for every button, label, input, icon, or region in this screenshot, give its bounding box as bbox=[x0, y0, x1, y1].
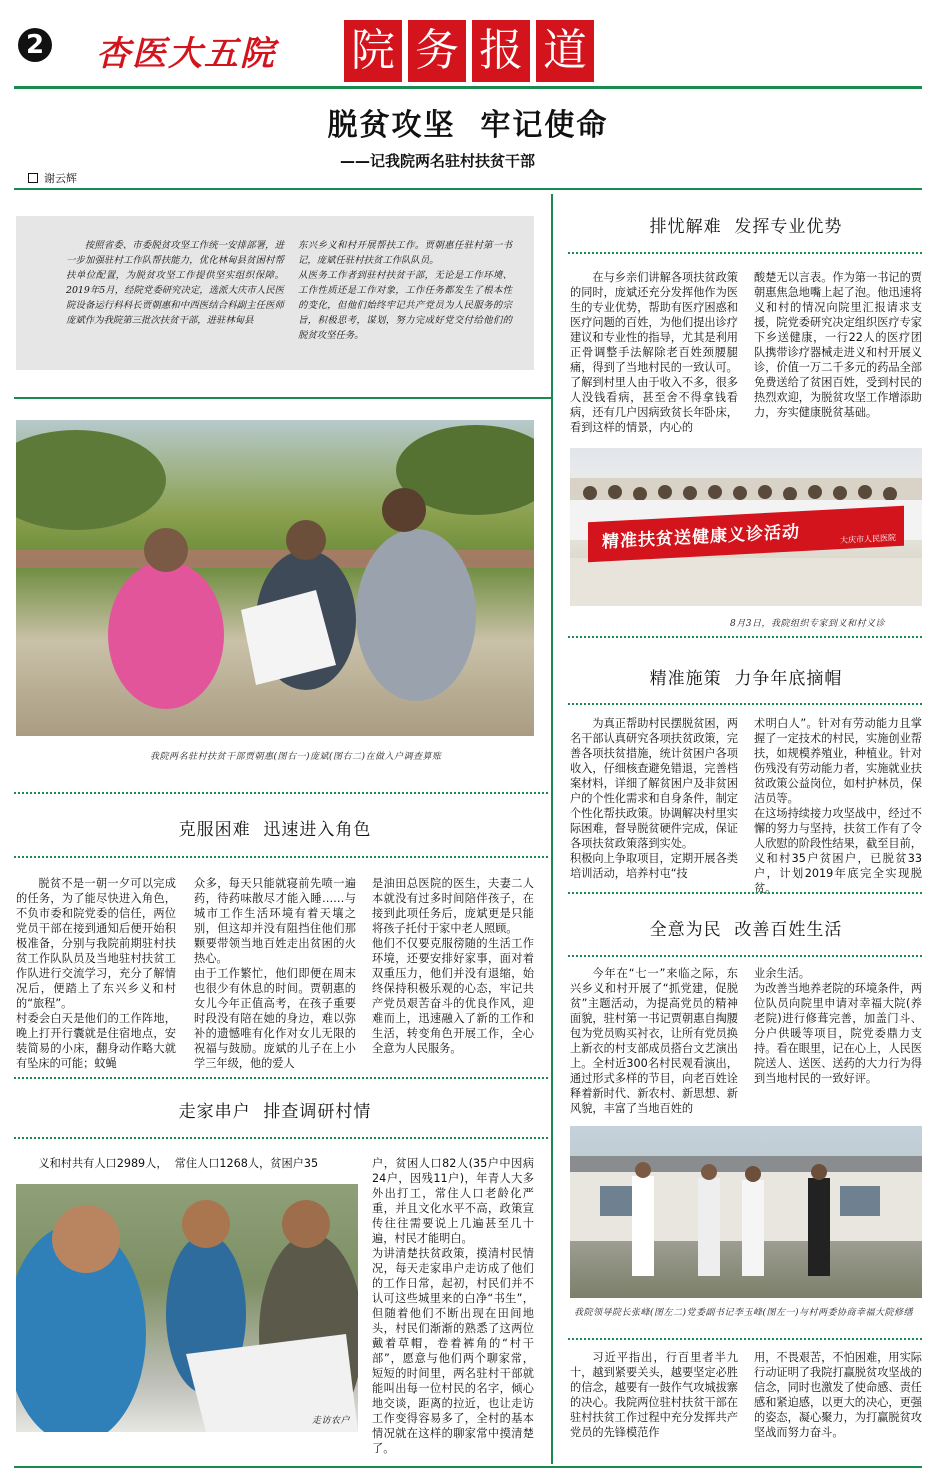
section1-title: 克服困难 迅速进入角色 bbox=[178, 820, 372, 840]
author-name: 谢云辉 bbox=[44, 172, 77, 185]
section4-col2: 术明白人”。针对有劳动能力且掌握了一定技术的村民，实施创业帮扶，如规模养殖业，种植业。针对伤残没有劳动能力者，实施就业扶贫政策公益岗位，如村护林员，保洁员等。 在这场持续接力攻坚战中，经过不懈的努力与坚持，扶贫工作有了令人欣慰的阶段性结果，截至目前，义和村35户贫困户，已脱贫33户，计划2019年底完全实现脱贫。 bbox=[754, 717, 922, 895]
intro-box bbox=[16, 216, 534, 370]
photo-household-survey bbox=[16, 420, 534, 736]
byline-rule bbox=[14, 188, 922, 190]
closing-col1: 习近平指出，行百里者半九十，越到紧要关头，越要坚定必胜的信念，越要有一鼓作气攻城拔寨的决心。我院两位驻村扶贫干部在驻村扶贫工作过程中充分发挥共产党员的先锋模范作 bbox=[570, 1351, 738, 1439]
page-number: 2 bbox=[25, 30, 45, 60]
photo-free-clinic bbox=[570, 448, 922, 606]
section1-col1: 脱贫不是一朝一夕可以完成的任务，为了能尽快进入角色，不负市委和院党委的信任，两位党员干部在接到通知后便开始积极准备，分别与我院前期驻村扶贫工作队队员及当地驻村扶贫工作队进行交流学习，充分了解情况后，便踏上了东兴乡义和村的“旅程”。 村委会白天是他们的工作阵地，晚上打开行囊就是住宿地点，安装简易的小床，翻身动作略大就有坠床的可能；蚊蝇 bbox=[16, 877, 176, 1070]
section5-title: 全意为民 改善百姓生活 bbox=[649, 920, 843, 940]
photo-illustration bbox=[16, 1184, 358, 1432]
section3-title: 排忧解难 发挥专业优势 bbox=[649, 217, 843, 237]
dotted-rule-4 bbox=[14, 1137, 548, 1139]
section-banner bbox=[344, 20, 594, 82]
left-rule-1 bbox=[14, 397, 551, 399]
dotted-rule-7 bbox=[568, 703, 922, 705]
photo1-caption: 我院两名驻村扶贫干部贾朝惠(图右一)庞斌(图右二)在做入户调查算账 bbox=[150, 752, 442, 762]
dotted-rule-5 bbox=[568, 252, 922, 254]
banner-text: 精准扶贫送健康义诊活动 bbox=[602, 522, 800, 553]
masthead-logo: 杏医大五院 bbox=[96, 34, 276, 74]
closing-col2: 用，不畏艰苦，不怕困难，用实际行动证明了我院打赢脱贫攻坚战的信念，同时也激发了使命感、责任感和紧迫感，以更大的决心，更强的姿态，凝心聚力，为打赢脱贫攻坚战而努力奋斗。 bbox=[754, 1351, 922, 1439]
byline bbox=[28, 170, 77, 186]
section4-title: 精准施策 力争年底摘帽 bbox=[649, 669, 843, 689]
section-char: 务 bbox=[408, 20, 466, 82]
section1-col3: 是油田总医院的医生，夫妻二人本就没有过多时间陪伴孩子，在接到此项任务后，庞斌更是只能将孩子托付于家中老人照顾。 他们不仅要克服徬随的生活工作环境，还要安排好家事，面对着双重压力，他们并没有退缩，始终保持积极乐观的心态，牢记共产党员艰苦奋斗的优良作风，迎难而上，迅速融入了新的工作和生活，转变角色开展工作，全心全意为人民服务。 bbox=[372, 877, 534, 1055]
section2-right-col: 户，贫困人口82人(35户中因病24户，因残11户)，年青人大多外出打工，常住人口老龄化严重，并且文化水平不高，政策宣传往往需要说上几遍甚至几十遍，村民才能明白。 为讲清楚扶贫政策，摸清村民情况，每天走家串户走访成了他们的工作日常，起初，村民们并不认可这些城里来的白净“书生”，但随着他们不断出现在田间地头，村民们渐渐的熟悉了这两位戴着草帽，卷着裤角的“村干部”，愿意与他们两个聊家常，短短的时间里，两名驻村干部就能叫出每一位村民的名字，倾心地交谈，距离的拉近，也让走访工作变得容易多了，全村的基本情况就在这样的聊家常中摸清楚了。 bbox=[372, 1157, 534, 1455]
page-number-badge bbox=[18, 28, 52, 62]
footer-rule bbox=[14, 1466, 922, 1468]
header-rule bbox=[14, 86, 922, 89]
photo3-caption: 8月3日，我院组织专家到义和村义诊 bbox=[730, 619, 885, 629]
intro-left: 按照省委、市委脱贫攻坚工作统一安排部署，进一步加强驻村工作队帮扶能力，优化林甸县贫困村帮扶单位配置，为脱贫攻坚工作提供坚实组织保障。2019年5月，经院党委研究决定，选派大庆市人民医院设备运行科科长贾朝惠和中西医结合科副主任医师庞斌作为我院第三批次扶贫干部，进驻林甸县 bbox=[66, 240, 284, 326]
section2-title: 走家串户 排查调研村情 bbox=[178, 1102, 372, 1122]
photo-nursing-home bbox=[570, 1126, 922, 1298]
photo4-caption: 我院领导院长张峰(图左二)党委副书记李玉峰(图左一)与村两委协商幸福大院修缮 bbox=[574, 1308, 914, 1318]
square-icon bbox=[28, 173, 38, 183]
section3-col1: 在与乡亲们讲解各项扶贫政策的同时，庞斌还充分发挥他作为医生的专业优势，帮助有医疗困惑和医疗问题的百姓，为他们提出诊疗建议和专业性的指导，尤其是利用正骨调整手法解除老百姓颈腰腿痛，得到了当地村民的一致认可。 了解到村里人由于收入不多，很多人没钱看病，甚至舍不得拿钱看病，还有几户因病致贫长年卧床，看到这样的情景，内心的 bbox=[570, 271, 738, 434]
section2-top-line: 义和村共有人口2989人， 常住人口1268人，贫困户35 bbox=[38, 1157, 319, 1170]
section4-col1: 为真正帮助村民摆脱贫困，两名干部认真研究各项扶贫政策，完善各项扶贫措施，统计贫困户各项收入，仔细核查避免错退，完善档案材料，详细了解贫困户及非贫困户的个性化需求和自身条件，制定个性化帮扶政策。协调解决村里实际困难，督导脱贫硬件完成，保证各项扶贫政策落到实处。 积极向上争取项目，定期开展各类培训活动，培养村屯“技 bbox=[570, 717, 738, 880]
section-char: 道 bbox=[536, 20, 594, 82]
banner-small-text: 大庆市人民医院 bbox=[840, 533, 896, 546]
section5-col1: 今年在“七一”来临之际，东兴乡义和村开展了“抓党建，促脱贫”主题活动，为提高党员的精神面貌，驻村第一书记贾朝惠自掏腰包为党员购买衬衣，让所有党员换上新衣的村支部成员搭台文艺演出上。全村近300名村民观看演出，通过形式多样的节目，向老百姓诠释着新时代、新农村、新思想、新风貌，丰富了当地百姓的 bbox=[570, 967, 738, 1115]
section3-col2: 酸楚无以言表。作为第一书记的贾朝惠焦急地嘴上起了泡。他迅速将义和村的情况向院里汇报请求支援，院党委研究决定组织医疗专家下乡送健康，一行22人的医疗团队携带诊疗器械走进义和村开展义诊，价值一万二千多元的药品全部免费送给了贫困百姓，受到村民的热烈欢迎，为脱贫攻坚工作增添助力，夯实健康脱贫基础。 bbox=[754, 271, 922, 419]
column-divider bbox=[551, 194, 553, 1464]
dotted-rule-8 bbox=[568, 892, 922, 894]
photo-illustration bbox=[16, 420, 534, 736]
dotted-rule-6 bbox=[568, 636, 922, 638]
section1-col2: 众多，每天只能就寝前先喷一遍药，待药味散尽才能入睡……与城市工作生活环境有着天壤之别，但这却并没有阻挡住他们那颗要带领当地百姓走出贫困的火热心。 由于工作繁忙，他们即便在周末也很少有休息的时间。贾朝惠的女儿今年正值高考，在孩子重要时段没有陪在她的身边，难以弥补的遗憾唯有化作对女儿无限的祝福与鼓励。庞斌的儿子在上小学三年级，他的爱人 bbox=[194, 877, 356, 1070]
photo-illustration bbox=[570, 1126, 922, 1298]
article-title: 脱贫攻坚 牢记使命 bbox=[327, 108, 609, 143]
dotted-rule-10 bbox=[568, 1338, 922, 1340]
dotted-rule-3 bbox=[14, 1077, 548, 1079]
dotted-rule-1 bbox=[14, 792, 548, 794]
photo2-caption: 走访农户 bbox=[311, 1416, 350, 1426]
dotted-rule-9 bbox=[568, 955, 922, 957]
dotted-rule-2 bbox=[14, 856, 548, 858]
section5-col2: 业余生活。 为改善当地养老院的环境条件，两位队员向院里申请对幸福大院(养老院)进行修葺完善，加盖门斗、分户供暖等项目，院党委鼎力支持。看在眼里，记在心上，人民医院送人、送医、送药的大力行为得到当地村民的一致好评。 bbox=[754, 967, 922, 1085]
section-char: 院 bbox=[344, 20, 402, 82]
photo-home-visit bbox=[16, 1184, 358, 1432]
intro-right: 东兴乡义和村开展帮扶工作。贾朝惠任驻村第一书记，庞斌任驻村扶贫工作队队员。 从医务工作者到驻村扶贫干部，无论是工作环境、工作性质还是工作对象，工作任务都发生了根本性的变化，但他们始终牢记共产党员为人民服务的宗旨，积极思考，谋划，努力完成好党交付给他们的脱贫攻坚任务。 bbox=[298, 240, 512, 341]
section-char: 报 bbox=[472, 20, 530, 82]
article-subtitle: ——记我院两名驻村扶贫干部 bbox=[340, 152, 536, 170]
